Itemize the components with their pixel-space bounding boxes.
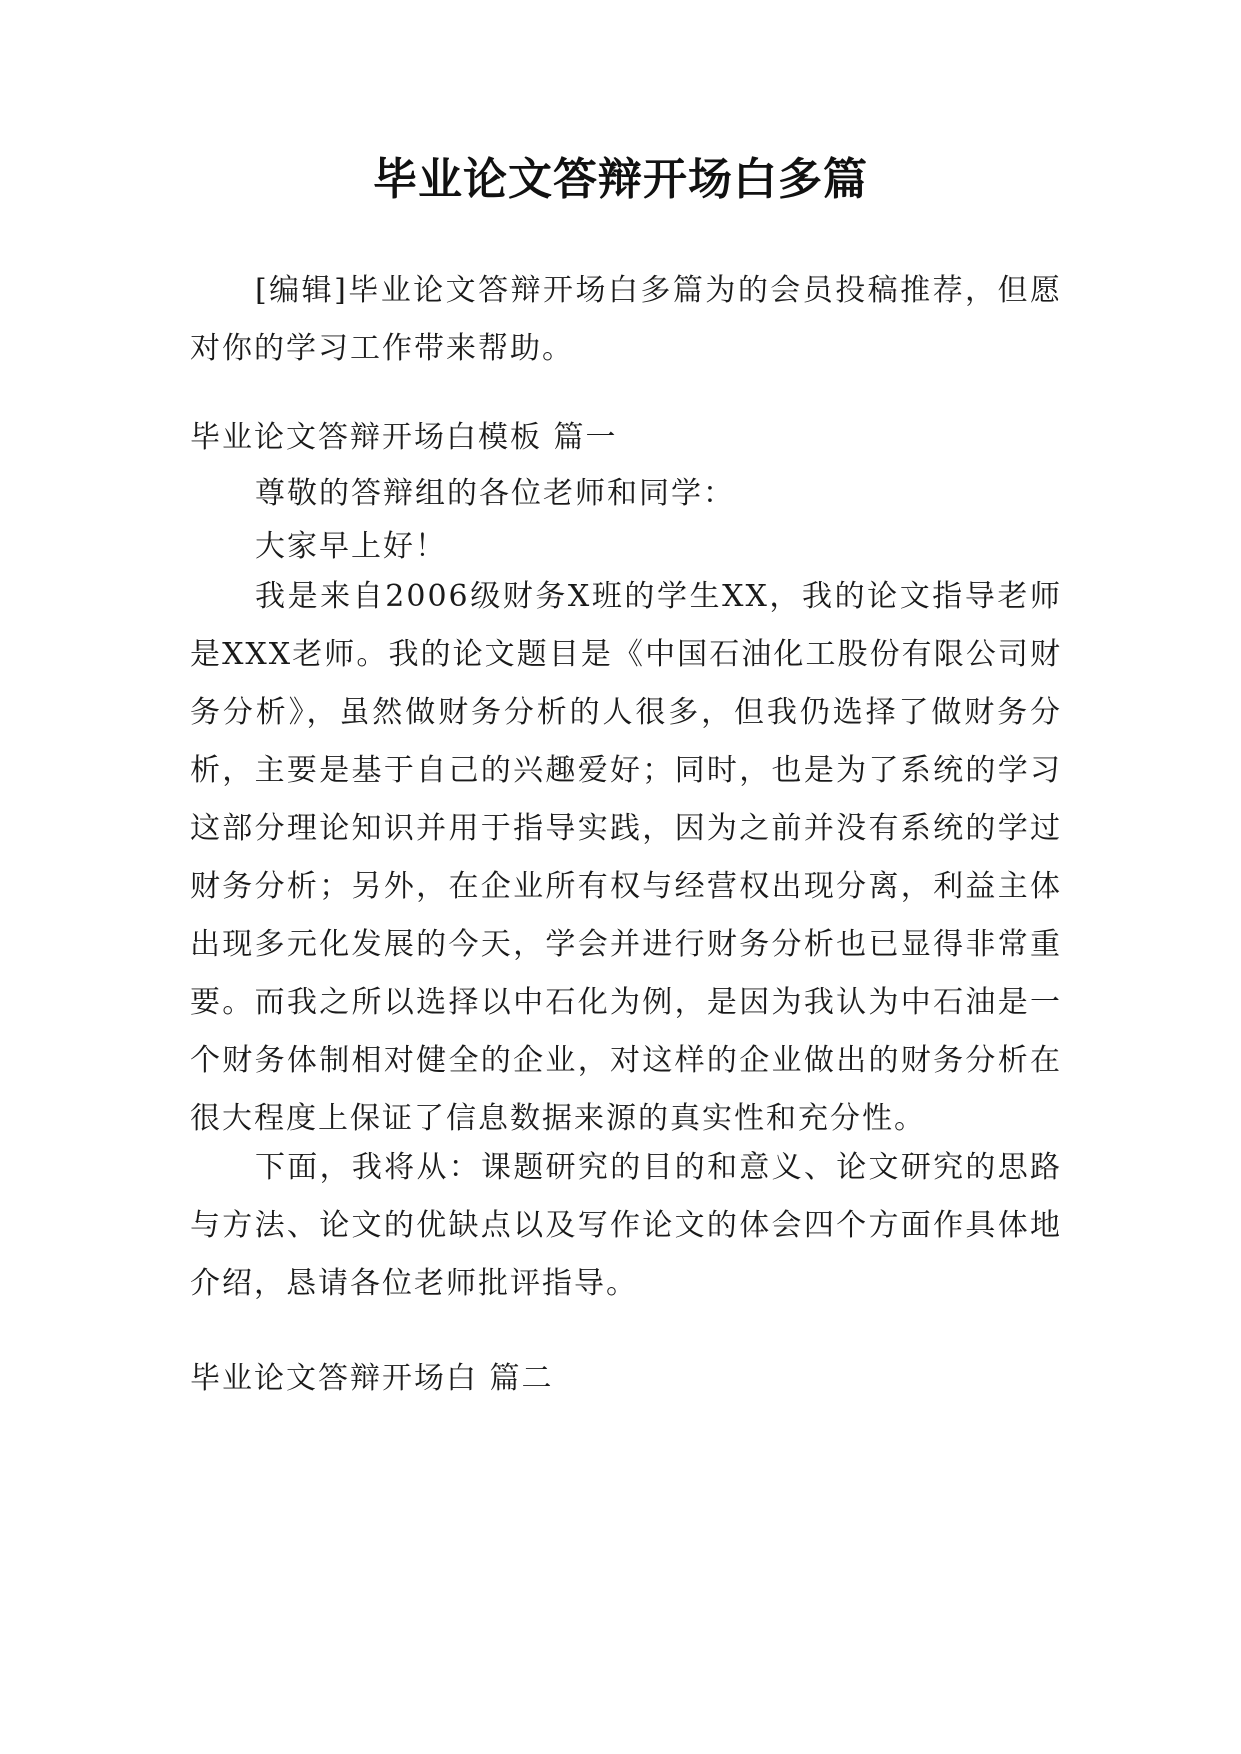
outline-paragraph: 下面，我将从：课题研究的目的和意义、论文研究的思路与方法、论文的优缺点以及写作论文的体会四个方面作具体地介绍，恳请各位老师批评指导。 [190, 1150, 1062, 1301]
intro-paragraph: [编辑]毕业论文答辩开场白多篇为的会员投稿推荐，但愿对你的学习工作带来帮助。 [190, 273, 1062, 366]
greeting-paragraph: 尊敬的答辩组的各位老师和同学： [255, 476, 735, 511]
section-heading-1: 毕业论文答辩开场白模板 篇一 [190, 420, 618, 455]
section-heading-2: 毕业论文答辩开场白 篇二 [190, 1361, 554, 1396]
document-title: 毕业论文答辩开场白多篇 [373, 154, 868, 205]
salutation-paragraph: 大家早上好！ [255, 529, 447, 564]
self-introduction-paragraph: 我是来自2006级财务X班的学生XX，我的论文指导老师是XXX老师。我的论文题目是《中国石油化工股份有限公司财务分析》，虽然做财务分析的人很多，但我仍选择了做财务分析，主要是基于自己的兴趣爱好；同时，也是为了系统的学习这部分理论知识并用于指导实践，因为之前并没有系统的学过财务分析；另外，在企业所有权与经营权出现分离，利益主体出现多元化发展的今天，学会并进行财务分析也已显得非常重要。而我之所以选择以中石化为例，是因为我认为中石油是一个财务体制相对健全的企业，对这样的企业做出的财务分析在很大程度上保证了信息数据来源的真实性和充分性。 [190, 579, 1062, 1136]
